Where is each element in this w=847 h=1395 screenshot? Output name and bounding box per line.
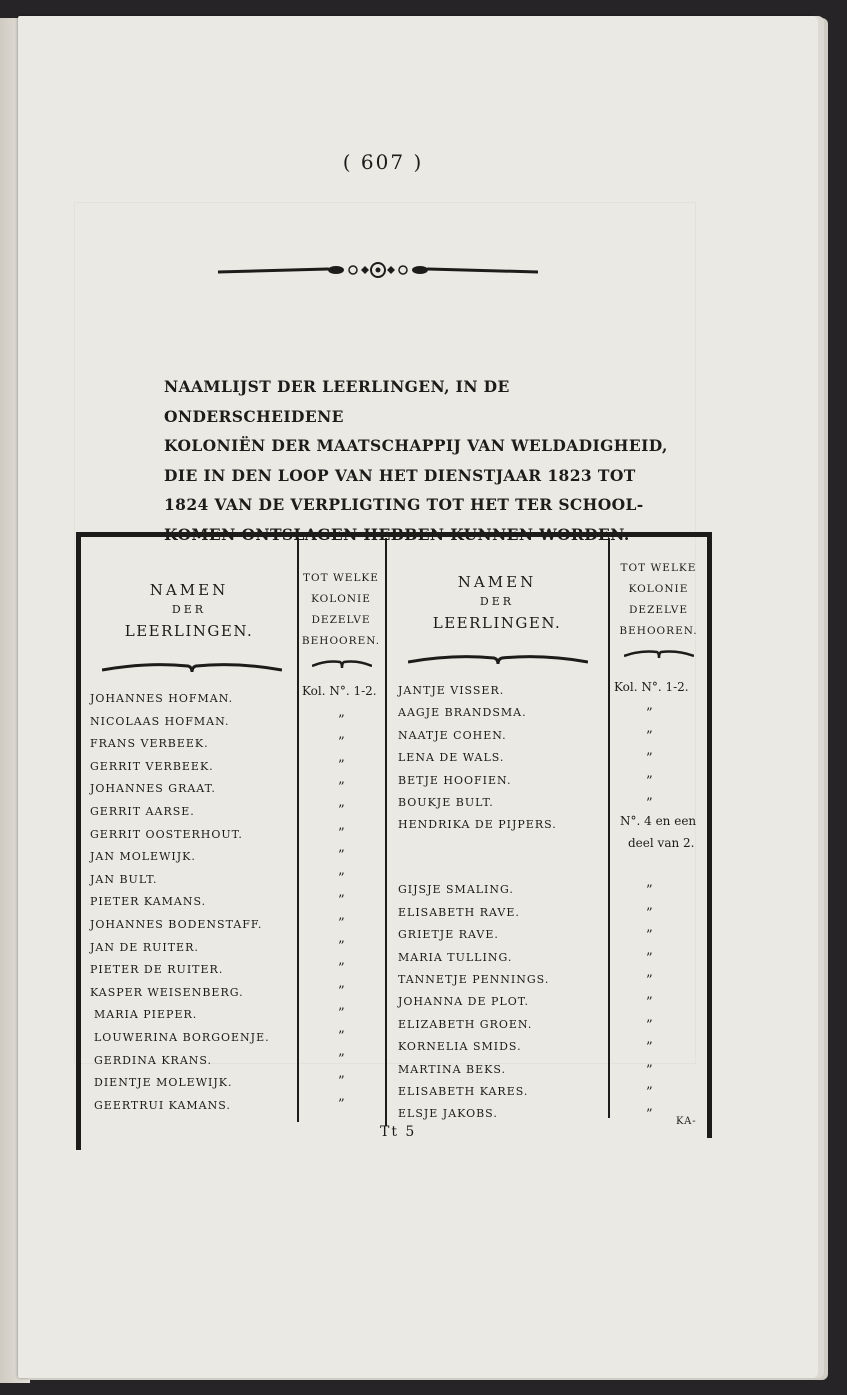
book-page bbox=[18, 16, 818, 1378]
catchword: KA- bbox=[676, 1116, 697, 1127]
ditto-mark: ” bbox=[338, 1096, 345, 1112]
ditto-mark: ” bbox=[646, 972, 653, 988]
ditto-mark: ” bbox=[646, 1107, 653, 1123]
table-row: DIENTJE MOLEWIJK. bbox=[94, 1076, 233, 1090]
ditto-mark: ” bbox=[646, 1084, 653, 1100]
ditto-mark: ” bbox=[338, 848, 345, 864]
left-colony-header: TOT WELKE KOLONIE DEZELVE BEHOOREN. bbox=[301, 572, 381, 647]
colony-value: Kol. N°. 1-2. bbox=[614, 680, 689, 694]
table-row: HENDRIKA DE PIJPERS. bbox=[398, 818, 557, 832]
right-colony-header: TOT WELKE KOLONIE DEZELVE BEHOOREN. bbox=[619, 562, 698, 637]
table-row: PIETER DE RUITER. bbox=[90, 963, 224, 977]
ditto-mark: ” bbox=[338, 893, 345, 909]
table-row: JOHANNES BODENSTAFF. bbox=[90, 918, 263, 931]
table-row: JAN DE RUITER. bbox=[90, 940, 199, 954]
page-number: ( 607 ) bbox=[342, 150, 424, 174]
ditto-mark: ” bbox=[338, 1006, 345, 1022]
ditto-mark: ” bbox=[338, 803, 345, 818]
ditto-mark: ” bbox=[338, 757, 345, 773]
ditto-mark: ” bbox=[646, 883, 653, 899]
ditto-mark: ” bbox=[338, 825, 345, 841]
table-row: ELISABETH KARES. bbox=[398, 1084, 529, 1098]
ditto-mark: ” bbox=[646, 728, 653, 744]
table-row: JOHANNES HOFMAN. bbox=[90, 692, 234, 705]
table-row: GEERTRUI KAMANS. bbox=[94, 1098, 231, 1112]
ditto-mark: ” bbox=[646, 796, 653, 811]
signature-mark: Tt 5 bbox=[380, 1124, 417, 1140]
colony-value: Kol. N°. 1-2. bbox=[302, 684, 377, 698]
table-row: GERRIT AARSE. bbox=[90, 805, 195, 818]
table-row: MARIA PIEPER. bbox=[94, 1008, 198, 1022]
table-row: ELISABETH RAVE. bbox=[398, 905, 520, 919]
ditto-mark: ” bbox=[646, 1062, 653, 1078]
ditto-mark: ” bbox=[646, 905, 653, 921]
header-brace bbox=[624, 646, 694, 660]
header-brace bbox=[408, 650, 588, 666]
list-title: NAAMLIJST DER LEERLINGEN, IN DE ONDERSCHEIDENE KOLONIËN DER MAATSCHAPPIJ VAN WELDADIGHEID, DIE IN DEN LOOP VAN HET DIENSTJAAR 1823 TOT 1824 VAN DE VERPLIGTING TOT HET TER SCHOOL- bbox=[164, 377, 668, 514]
ditto-mark: ” bbox=[646, 928, 653, 944]
ditto-mark: ” bbox=[646, 773, 653, 789]
table-row: GERRIT OOSTERHOUT. bbox=[90, 827, 243, 841]
table-row: MARTINA BEKS. bbox=[398, 1062, 507, 1076]
table-row: ELSJE JAKOBS. bbox=[398, 1107, 498, 1121]
header-brace bbox=[102, 658, 282, 674]
ditto-mark: ” bbox=[338, 780, 345, 796]
table-row: NICOLAAS HOFMAN. bbox=[90, 714, 230, 728]
ditto-mark: ” bbox=[646, 995, 653, 1011]
ditto-mark: ” bbox=[338, 983, 345, 999]
colony-value: deel van 2. bbox=[628, 836, 695, 850]
left-names-header: NAMEN DER LEERLINGEN. bbox=[124, 581, 254, 640]
ditto-mark: ” bbox=[338, 870, 345, 886]
table-row: LENA DE WALS. bbox=[398, 751, 505, 765]
ditto-mark: ” bbox=[338, 1074, 345, 1090]
colony-value: N°. 4 en een bbox=[620, 814, 697, 828]
table-row: JAN MOLEWIJK. bbox=[90, 850, 196, 864]
table-row: AAGJE BRANDSMA. bbox=[398, 706, 527, 720]
header-brace bbox=[312, 656, 372, 670]
table-row: GRIETJE RAVE. bbox=[398, 928, 499, 942]
table-row: ELIZABETH GROEN. bbox=[398, 1017, 533, 1031]
table-row: GERRIT VERBEEK. bbox=[90, 759, 214, 773]
table-row: BETJE HOOFIEN. bbox=[398, 773, 512, 787]
ditto-mark: ” bbox=[338, 916, 345, 931]
table-row: PIETER KAMANS. bbox=[90, 895, 207, 909]
table-row: LOUWERINA BORGOENJE. bbox=[94, 1031, 270, 1044]
ditto-mark: ” bbox=[646, 706, 653, 722]
ditto-mark: ” bbox=[646, 751, 653, 767]
table-right-rule bbox=[707, 532, 712, 1138]
table-row: FRANS VERBEEK. bbox=[90, 737, 209, 751]
table-row: KORNELIA SMIDS. bbox=[398, 1040, 522, 1054]
right-names-header: NAMEN DER LEERLINGEN. bbox=[432, 573, 562, 632]
table-row: NAATJE COHEN. bbox=[398, 728, 507, 742]
ditto-mark: ” bbox=[338, 712, 345, 728]
table-row: TANNETJE PENNINGS. bbox=[398, 972, 550, 986]
column-divider bbox=[385, 538, 387, 1126]
ditto-mark: ” bbox=[338, 961, 345, 977]
decorative-ornament bbox=[218, 260, 538, 284]
ditto-mark: ” bbox=[338, 1029, 345, 1044]
ditto-mark: ” bbox=[646, 950, 653, 966]
table-row: BOUKJE BULT. bbox=[398, 796, 494, 809]
table-row: GERDINA KRANS. bbox=[94, 1053, 213, 1067]
students-table bbox=[76, 532, 712, 1150]
table-row: JOHANNES GRAAT. bbox=[90, 782, 216, 796]
table-row: JOHANNA DE PLOT. bbox=[398, 995, 529, 1009]
ditto-mark: ” bbox=[338, 1051, 345, 1067]
table-row: JAN BULT. bbox=[90, 872, 158, 886]
table-row: KASPER WEISENBERG. bbox=[90, 985, 244, 999]
ditto-mark: ” bbox=[646, 1017, 653, 1033]
table-row: MARIA TULLING. bbox=[398, 950, 513, 964]
table-row: JANTJE VISSER. bbox=[398, 684, 505, 697]
ditto-mark: ” bbox=[338, 735, 345, 751]
table-top-rule bbox=[76, 532, 712, 537]
table-left-rule bbox=[76, 532, 81, 1150]
ditto-mark: ” bbox=[338, 938, 345, 954]
table-row: GIJSJE SMALING. bbox=[398, 883, 514, 897]
ditto-mark: ” bbox=[646, 1040, 653, 1056]
